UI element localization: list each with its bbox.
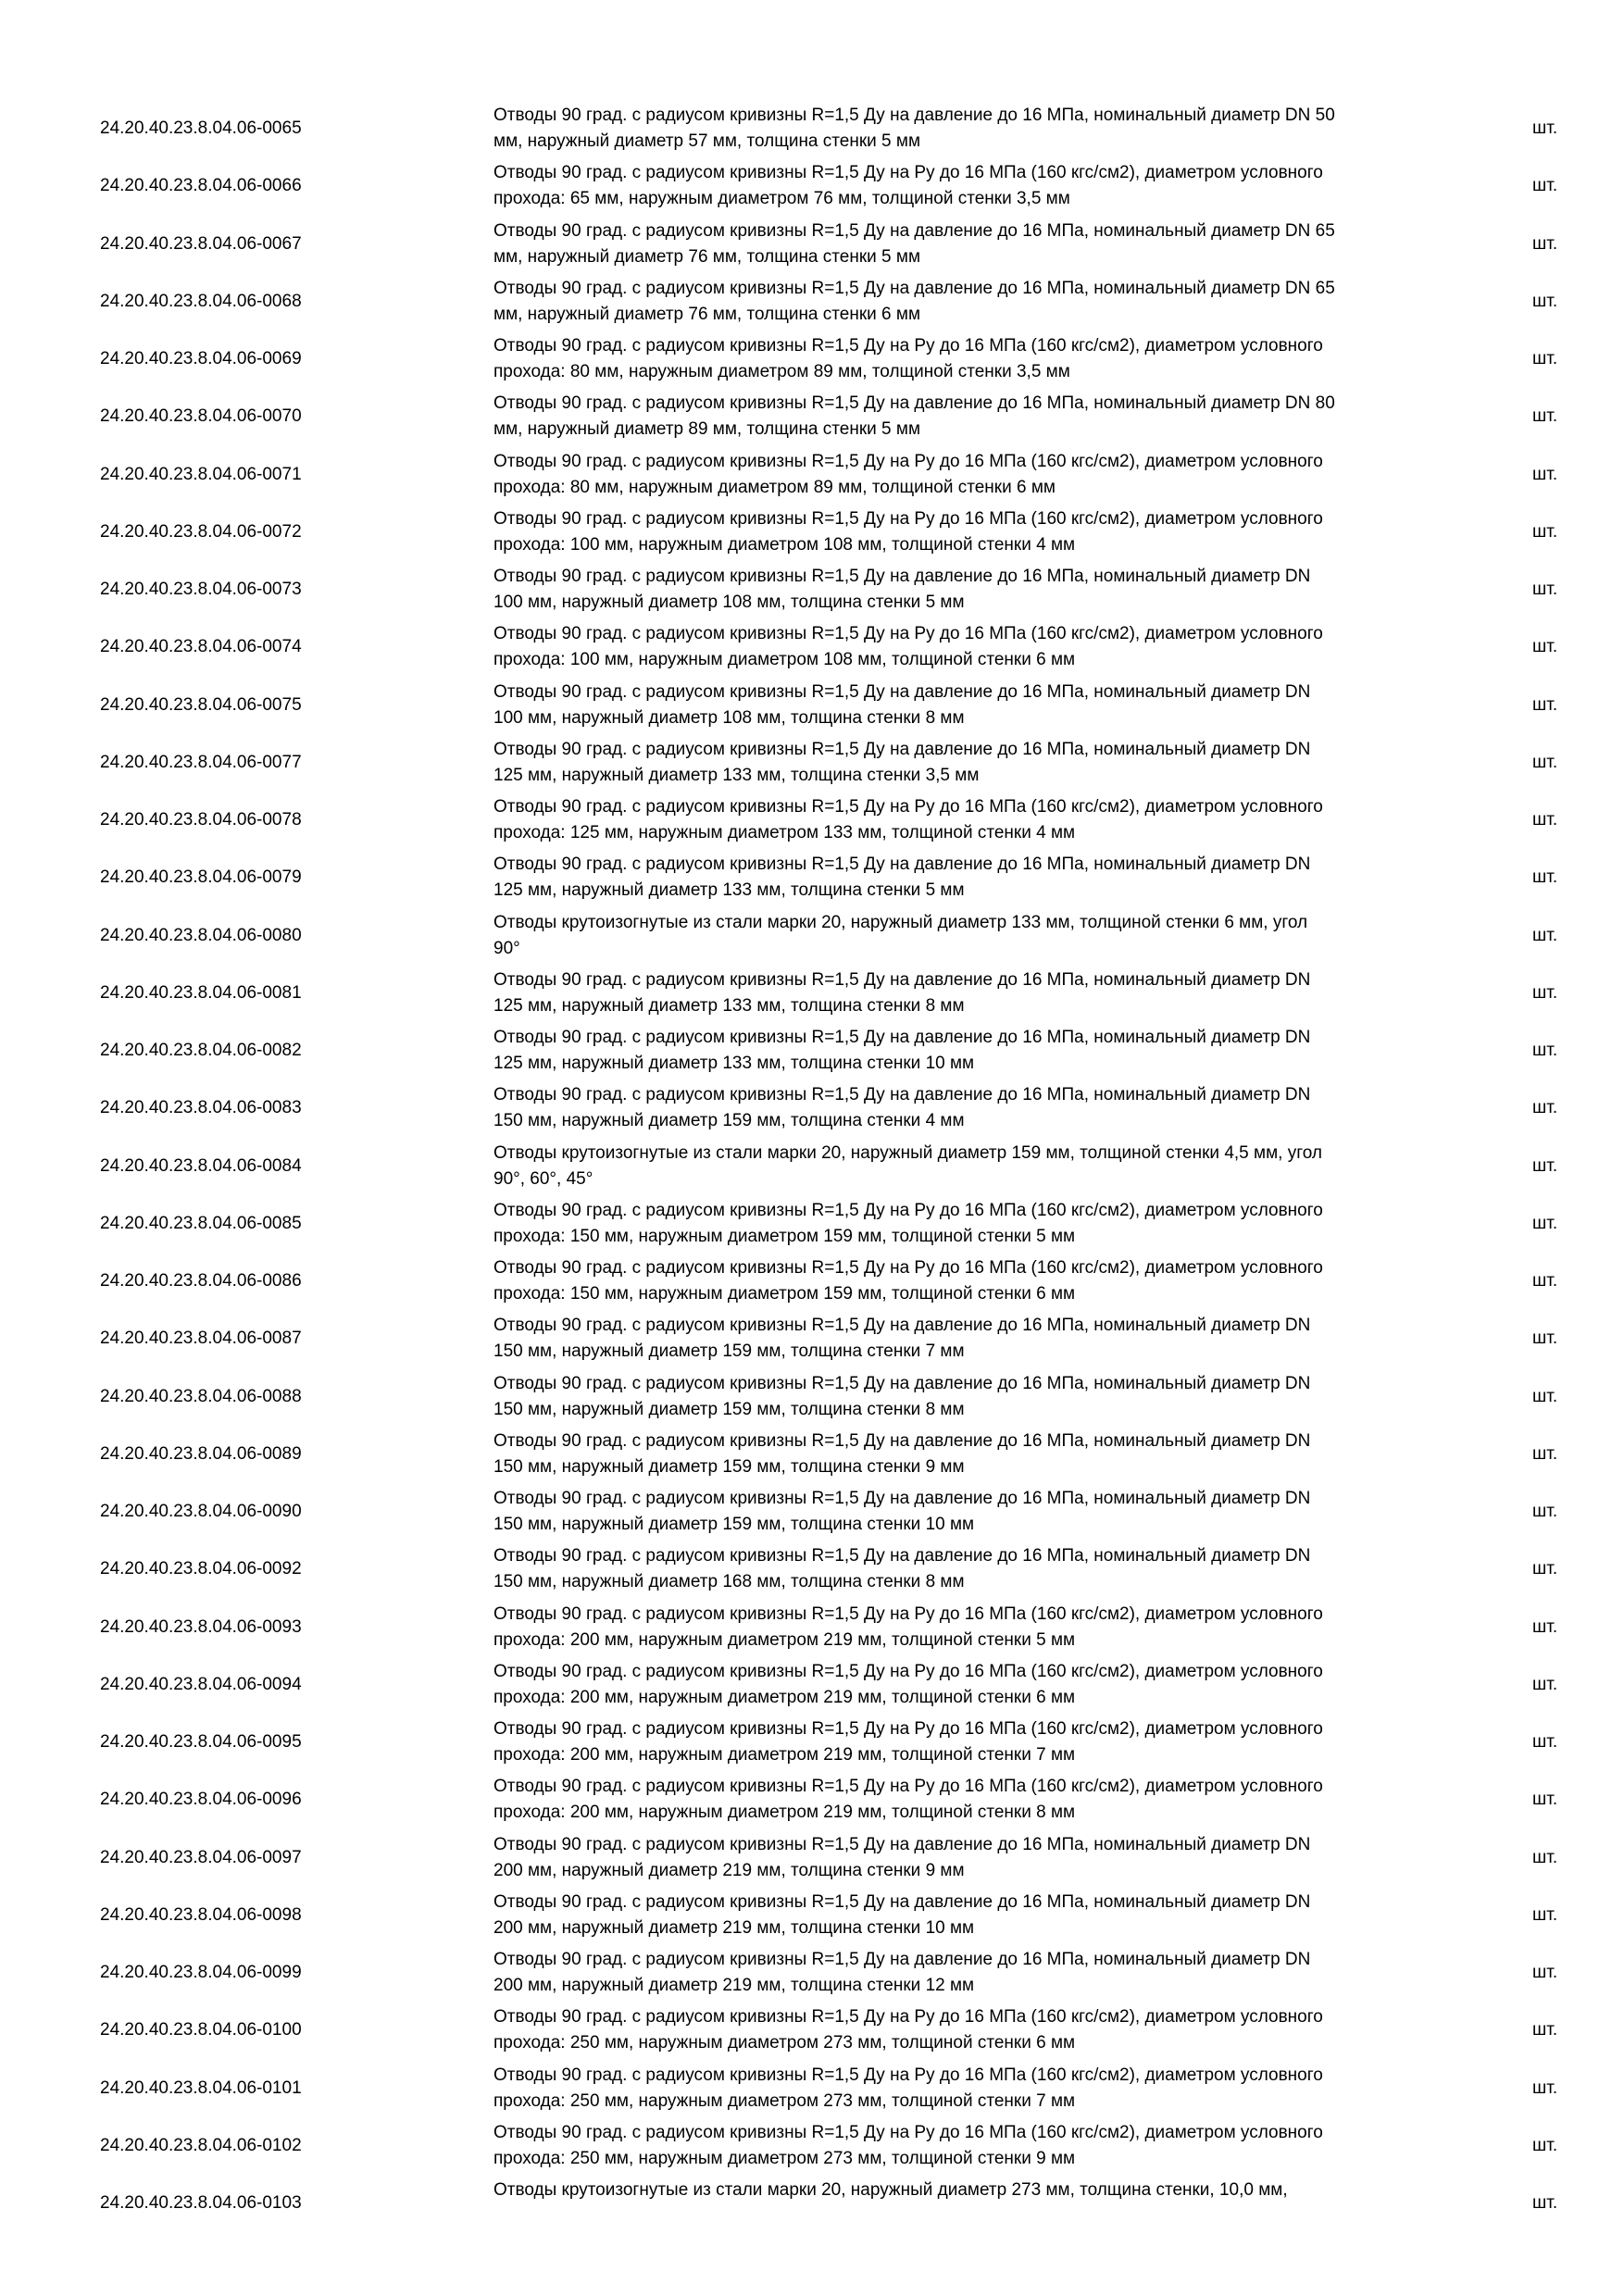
- resource-description: Отводы 90 град. с радиусом кривизны R=1,5 Ду на Ру до 16 МПа (160 кгс/см2), диаметром условного прохода: 250 мм, наружным диаметром 273 мм, толщиной стенки 7 мм: [493, 2065, 1323, 2111]
- resource-description: Отводы 90 град. с радиусом кривизны R=1,5 Ду на Ру до 16 МПа (160 кгс/см2), диаметром условного прохода: 250 мм, наружным диаметром 273 мм, толщиной стенки 9 мм: [493, 2122, 1323, 2168]
- table-row: [0, 1656, 1624, 1714]
- unit-of-measure: шт.: [1532, 2020, 1558, 2040]
- unit-of-measure: шт.: [1532, 1904, 1558, 1925]
- table-row: [0, 734, 1624, 792]
- table-row: [0, 1195, 1624, 1253]
- resource-description: Отводы 90 град. с радиусом кривизны R=1,5 Ду на давление до 16 МПа, номинальный диаметр DN 150 мм, наружный диаметр 159 мм, толщина стенки 4 мм: [493, 1085, 1311, 1131]
- unit-of-measure: шт.: [1532, 637, 1558, 657]
- resource-description: Отводы 90 град. с радиусом кривизны R=1,5 Ду на давление до 16 МПа, номинальный диаметр DN 150 мм, наружный диаметр 159 мм, толщина стенки 9 мм: [493, 1430, 1311, 1477]
- table-row: [0, 2175, 1624, 2232]
- resource-code: 24.20.40.23.8.04.06-0084: [100, 1155, 302, 1176]
- resource-code: 24.20.40.23.8.04.06-0089: [100, 1443, 302, 1464]
- resource-description: Отводы 90 град. с радиусом кривизны R=1,5 Ду на давление до 16 МПа, номинальный диаметр DN 150 мм, наружный диаметр 159 мм, толщина стенки 10 мм: [493, 1489, 1311, 1534]
- resource-code: 24.20.40.23.8.04.06-0096: [100, 1790, 302, 1810]
- table-row: [0, 1599, 1624, 1656]
- table-row: [0, 1426, 1624, 1483]
- resource-code: 24.20.40.23.8.04.06-0082: [100, 1041, 302, 1060]
- table-row: [0, 1944, 1624, 2002]
- resource-code: 24.20.40.23.8.04.06-0068: [100, 291, 302, 311]
- resource-code: 24.20.40.23.8.04.06-0067: [100, 233, 302, 254]
- unit-of-measure: шт.: [1532, 1443, 1558, 1464]
- resource-code: 24.20.40.23.8.04.06-0088: [100, 1386, 302, 1406]
- table-row: [0, 2002, 1624, 2059]
- unit-of-measure: шт.: [1532, 1963, 1558, 1982]
- unit-of-measure: шт.: [1532, 406, 1558, 427]
- resource-description: Отводы 90 град. с радиусом кривизны R=1,5 Ду на Ру до 16 МПа (160 кгс/см2), диаметром условного прохода: 250 мм, наружным диаметром 273 мм, толщиной стенки 6 мм: [493, 2007, 1323, 2053]
- table-row: [0, 388, 1624, 445]
- table-row: [0, 1253, 1624, 1310]
- unit-of-measure: шт.: [1532, 2193, 1558, 2213]
- table-row: [0, 331, 1624, 388]
- resource-code: 24.20.40.23.8.04.06-0086: [100, 1271, 302, 1291]
- table-row: [0, 792, 1624, 849]
- resource-code: 24.20.40.23.8.04.06-0092: [100, 1559, 302, 1579]
- resource-code: 24.20.40.23.8.04.06-0094: [100, 1674, 302, 1694]
- table-row: [0, 216, 1624, 273]
- resource-code: 24.20.40.23.8.04.06-0085: [100, 1213, 302, 1233]
- unit-of-measure: шт.: [1532, 291, 1558, 311]
- resource-code: 24.20.40.23.8.04.06-0081: [100, 982, 302, 1003]
- table-row: [0, 618, 1624, 676]
- resource-description: Отводы 90 град. с радиусом кривизны R=1,5 Ду на Ру до 16 МПа (160 кгс/см2), диаметром условного прохода: 200 мм, наружным диаметром 219 мм, толщиной стенки 5 мм: [493, 1603, 1323, 1650]
- table-row: [0, 1138, 1624, 1195]
- unit-of-measure: шт.: [1532, 694, 1558, 715]
- table-row: [0, 965, 1624, 1022]
- resource-code: 24.20.40.23.8.04.06-0100: [100, 2020, 302, 2040]
- resource-description: Отводы 90 град. с радиусом кривизны R=1,5 Ду на Ру до 16 МПа (160 кгс/см2), диаметром условного прохода: 100 мм, наружным диаметром 108 мм, толщиной стенки 4 мм: [493, 508, 1323, 555]
- unit-of-measure: шт.: [1532, 1790, 1558, 1810]
- unit-of-measure: шт.: [1532, 810, 1558, 830]
- resource-description: Отводы 90 град. с радиусом кривизны R=1,5 Ду на Ру до 16 МПа (160 кгс/см2), диаметром условного прохода: 65 мм, наружным диаметром 76 мм, толщиной стенки 3,5 мм: [493, 163, 1323, 209]
- unit-of-measure: шт.: [1532, 752, 1558, 772]
- resource-code: 24.20.40.23.8.04.06-0097: [100, 1847, 302, 1867]
- resource-code: 24.20.40.23.8.04.06-0071: [100, 464, 302, 484]
- resource-description: Отводы 90 град. с радиусом кривизны R=1,5 Ду на давление до 16 МПа, номинальный диаметр DN 200 мм, наружный диаметр 219 мм, толщина стенки 12 мм: [493, 1950, 1311, 1995]
- resource-description: Отводы 90 град. с радиусом кривизны R=1,5 Ду на Ру до 16 МПа (160 кгс/см2), диаметром условного прохода: 200 мм, наружным диаметром 219 мм, толщиной стенки 7 мм: [493, 1719, 1323, 1765]
- resource-code: 24.20.40.23.8.04.06-0095: [100, 1732, 302, 1752]
- resource-description: Отводы 90 град. с радиусом кривизны R=1,5 Ду на давление до 16 МПа, номинальный диаметр DN 200 мм, наружный диаметр 219 мм, толщина стенки 10 мм: [493, 1891, 1311, 1938]
- table-row: [0, 2117, 1624, 2175]
- table-row: [0, 1079, 1624, 1137]
- table-row: [0, 1541, 1624, 1598]
- resource-code: 24.20.40.23.8.04.06-0077: [100, 752, 302, 772]
- resource-description: Отводы крутоизогнутые из стали марки 20, наружный диаметр 133 мм, толщиной стенки 6 мм, угол 90°: [493, 912, 1308, 958]
- resource-description: Отводы 90 град. с радиусом кривизны R=1,5 Ду на давление до 16 МПа, номинальный диаметр DN 125 мм, наружный диаметр 133 мм, толщина стенки 5 мм: [493, 855, 1311, 901]
- resource-description: Отводы 90 град. с радиусом кривизны R=1,5 Ду на давление до 16 МПа, номинальный диаметр DN 150 мм, наружный диаметр 159 мм, толщина стенки 7 мм: [493, 1316, 1311, 1362]
- resource-code: 24.20.40.23.8.04.06-0098: [100, 1904, 302, 1925]
- resource-description: Отводы 90 град. с радиусом кривизны R=1,5 Ду на Ру до 16 МПа (160 кгс/см2), диаметром условного прохода: 200 мм, наружным диаметром 219 мм, толщиной стенки 8 мм: [493, 1777, 1323, 1823]
- resource-code: 24.20.40.23.8.04.06-0075: [100, 694, 302, 715]
- table-row: [0, 907, 1624, 965]
- unit-of-measure: шт.: [1532, 1674, 1558, 1694]
- resource-code: 24.20.40.23.8.04.06-0065: [100, 119, 302, 138]
- table-row: [0, 1771, 1624, 1828]
- resource-table: [0, 100, 1624, 2232]
- resource-code: 24.20.40.23.8.04.06-0083: [100, 1098, 302, 1118]
- resource-description: Отводы крутоизогнутые из стали марки 20, наружный диаметр 273 мм, толщина стенки, 10,0 мм,: [493, 2180, 1288, 2200]
- resource-description: Отводы 90 град. с радиусом кривизны R=1,5 Ду на Ру до 16 МПа (160 кгс/см2), диаметром условного прохода: 80 мм, наружным диаметром 89 мм, толщиной стенки 3,5 мм: [493, 336, 1323, 381]
- unit-of-measure: шт.: [1532, 1041, 1558, 1060]
- resource-description: Отводы 90 град. с радиусом кривизны R=1,5 Ду на давление до 16 МПа, номинальный диаметр DN 125 мм, наружный диаметр 133 мм, толщина стенки 3,5 мм: [493, 739, 1311, 785]
- resource-code: 24.20.40.23.8.04.06-0103: [100, 2193, 302, 2213]
- table-row: [0, 1310, 1624, 1367]
- resource-code: 24.20.40.23.8.04.06-0087: [100, 1329, 302, 1349]
- unit-of-measure: шт.: [1532, 464, 1558, 484]
- unit-of-measure: шт.: [1532, 1559, 1558, 1579]
- resource-code: 24.20.40.23.8.04.06-0080: [100, 925, 302, 945]
- resource-description: Отводы 90 град. с радиусом кривизны R=1,5 Ду на Ру до 16 МПа (160 кгс/см2), диаметром условного прохода: 150 мм, наружным диаметром 159 мм, толщиной стенки 5 мм: [493, 1200, 1323, 1246]
- unit-of-measure: шт.: [1532, 1271, 1558, 1291]
- table-row: [0, 849, 1624, 906]
- unit-of-measure: шт.: [1532, 1502, 1558, 1521]
- resource-description: Отводы 90 град. с радиусом кривизны R=1,5 Ду на давление до 16 МПа, номинальный диаметр DN 125 мм, наружный диаметр 133 мм, толщина стенки 10 мм: [493, 1028, 1311, 1073]
- table-row: [0, 273, 1624, 331]
- unit-of-measure: шт.: [1532, 1616, 1558, 1637]
- resource-code: 24.20.40.23.8.04.06-0069: [100, 349, 302, 368]
- resource-description: Отводы 90 град. с радиусом кривизны R=1,5 Ду на Ру до 16 МПа (160 кгс/см2), диаметром условного прохода: 200 мм, наружным диаметром 219 мм, толщиной стенки 6 мм: [493, 1661, 1323, 1707]
- table-row: [0, 561, 1624, 618]
- unit-of-measure: шт.: [1532, 1098, 1558, 1118]
- table-row: [0, 2060, 1624, 2117]
- resource-description: Отводы 90 град. с радиусом кривизны R=1,5 Ду на давление до 16 МПа, номинальный диаметр DN 50 мм, наружный диаметр 57 мм, толщина стенки 5 мм: [493, 106, 1335, 151]
- resource-code: 24.20.40.23.8.04.06-0070: [100, 406, 302, 427]
- unit-of-measure: шт.: [1532, 1386, 1558, 1406]
- resource-code: 24.20.40.23.8.04.06-0074: [100, 637, 302, 657]
- table-row: [0, 100, 1624, 157]
- unit-of-measure: шт.: [1532, 925, 1558, 945]
- resource-code: 24.20.40.23.8.04.06-0073: [100, 580, 302, 599]
- resource-code: 24.20.40.23.8.04.06-0079: [100, 867, 302, 888]
- resource-code: 24.20.40.23.8.04.06-0078: [100, 810, 302, 830]
- resource-description: Отводы 90 град. с радиусом кривизны R=1,5 Ду на давление до 16 МПа, номинальный диаметр DN 150 мм, наружный диаметр 168 мм, толщина стенки 8 мм: [493, 1546, 1311, 1592]
- resource-description: Отводы 90 град. с радиусом кривизны R=1,5 Ду на Ру до 16 МПа (160 кгс/см2), диаметром условного прохода: 150 мм, наружным диаметром 159 мм, толщиной стенки 6 мм: [493, 1258, 1323, 1304]
- unit-of-measure: шт.: [1532, 119, 1558, 138]
- resource-code: 24.20.40.23.8.04.06-0101: [100, 2078, 302, 2098]
- resource-description: Отводы 90 град. с радиусом кривизны R=1,5 Ду на давление до 16 МПа, номинальный диаметр DN 200 мм, наружный диаметр 219 мм, толщина стенки 9 мм: [493, 1834, 1311, 1880]
- resource-description: Отводы крутоизогнутые из стали марки 20, наружный диаметр 159 мм, толщиной стенки 4,5 мм, угол 90°, 60°, 45°: [493, 1142, 1322, 1189]
- table-row: [0, 504, 1624, 561]
- unit-of-measure: шт.: [1532, 233, 1558, 254]
- table-row: [0, 157, 1624, 215]
- unit-of-measure: шт.: [1532, 1732, 1558, 1752]
- table-row: [0, 677, 1624, 734]
- unit-of-measure: шт.: [1532, 1847, 1558, 1867]
- table-row: [0, 1483, 1624, 1541]
- unit-of-measure: шт.: [1532, 349, 1558, 368]
- table-row: [0, 446, 1624, 504]
- unit-of-measure: шт.: [1532, 176, 1558, 196]
- resource-description: Отводы 90 град. с радиусом кривизны R=1,5 Ду на Ру до 16 МПа (160 кгс/см2), диаметром условного прохода: 125 мм, наружным диаметром 133 мм, толщиной стенки 4 мм: [493, 797, 1323, 842]
- resource-code: 24.20.40.23.8.04.06-0090: [100, 1502, 302, 1521]
- resource-description: Отводы 90 град. с радиусом кривизны R=1,5 Ду на давление до 16 МПа, номинальный диаметр DN 100 мм, наружный диаметр 108 мм, толщина стенки 5 мм: [493, 567, 1311, 612]
- resource-description: Отводы 90 град. с радиусом кривизны R=1,5 Ду на Ру до 16 МПа (160 кгс/см2), диаметром условного прохода: 80 мм, наружным диаметром 89 мм, толщиной стенки 6 мм: [493, 451, 1323, 497]
- resource-description: Отводы 90 град. с радиусом кривизны R=1,5 Ду на давление до 16 МПа, номинальный диаметр DN 150 мм, наружный диаметр 159 мм, толщина стенки 8 мм: [493, 1373, 1311, 1419]
- unit-of-measure: шт.: [1532, 867, 1558, 888]
- resource-description: Отводы 90 град. с радиусом кривизны R=1,5 Ду на давление до 16 МПа, номинальный диаметр DN 65 мм, наружный диаметр 76 мм, толщина стенки 6 мм: [493, 278, 1335, 324]
- table-row: [0, 1714, 1624, 1771]
- table-row: [0, 1829, 1624, 1887]
- resource-code: 24.20.40.23.8.04.06-0099: [100, 1963, 302, 1982]
- table-row: [0, 1887, 1624, 1944]
- unit-of-measure: шт.: [1532, 1213, 1558, 1233]
- resource-code: 24.20.40.23.8.04.06-0066: [100, 176, 302, 196]
- unit-of-measure: шт.: [1532, 1155, 1558, 1176]
- table-row: [0, 1368, 1624, 1426]
- resource-description: Отводы 90 град. с радиусом кривизны R=1,5 Ду на давление до 16 МПа, номинальный диаметр DN 80 мм, наружный диаметр 89 мм, толщина стенки 5 мм: [493, 393, 1335, 440]
- resource-code: 24.20.40.23.8.04.06-0093: [100, 1616, 302, 1637]
- resource-description: Отводы 90 град. с радиусом кривизны R=1,5 Ду на давление до 16 МПа, номинальный диаметр DN 65 мм, наружный диаметр 76 мм, толщина стенки 5 мм: [493, 220, 1335, 267]
- resource-description: Отводы 90 град. с радиусом кривизны R=1,5 Ду на Ру до 16 МПа (160 кгс/см2), диаметром условного прохода: 100 мм, наружным диаметром 108 мм, толщиной стенки 6 мм: [493, 624, 1323, 670]
- unit-of-measure: шт.: [1532, 2135, 1558, 2155]
- table-row: [0, 1022, 1624, 1079]
- resource-code: 24.20.40.23.8.04.06-0102: [100, 2135, 302, 2155]
- resource-description: Отводы 90 град. с радиусом кривизны R=1,5 Ду на давление до 16 МПа, номинальный диаметр DN 125 мм, наружный диаметр 133 мм, толщина стенки 8 мм: [493, 969, 1311, 1016]
- resource-code: 24.20.40.23.8.04.06-0072: [100, 521, 302, 542]
- resource-description: Отводы 90 град. с радиусом кривизны R=1,5 Ду на давление до 16 МПа, номинальный диаметр DN 100 мм, наружный диаметр 108 мм, толщина стенки 8 мм: [493, 681, 1311, 728]
- unit-of-measure: шт.: [1532, 1329, 1558, 1349]
- unit-of-measure: шт.: [1532, 580, 1558, 599]
- unit-of-measure: шт.: [1532, 521, 1558, 542]
- unit-of-measure: шт.: [1532, 2078, 1558, 2098]
- unit-of-measure: шт.: [1532, 982, 1558, 1003]
